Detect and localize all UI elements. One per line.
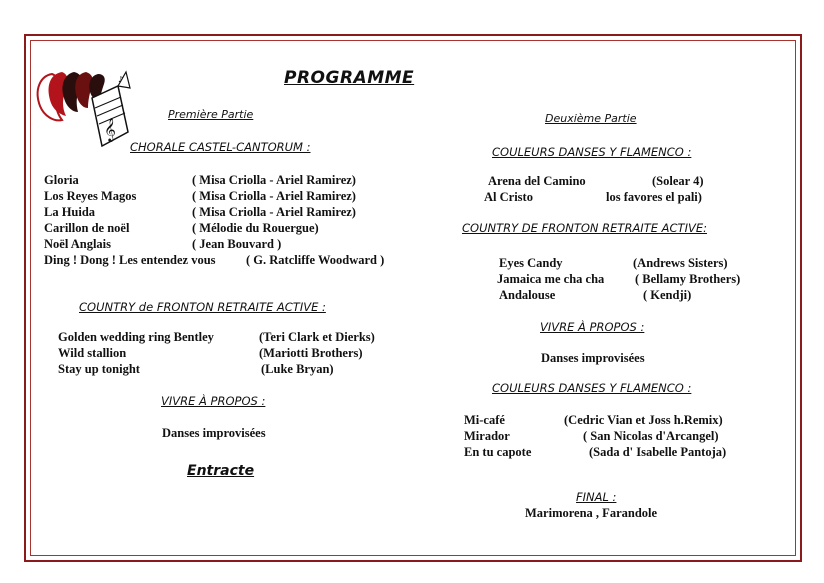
list-item-credit: (Sada d' Isabelle Pantoja) — [589, 445, 727, 459]
list-item-song: Andalouse — [499, 288, 556, 302]
list-item-credit: ( Mélodie du Rouergue) — [192, 221, 319, 235]
flamenco-heading: COULEURS DANSES Y FLAMENCO : — [492, 145, 692, 159]
list-item-song: Golden wedding ring Bentley — [58, 330, 214, 344]
list-item-credit: ( Jean Bouvard ) — [192, 237, 282, 251]
list-item-credit: ( San Nicolas d'Arcangel) — [583, 429, 719, 443]
list-item-credit: (Teri Clark et Dierks) — [259, 330, 375, 344]
list-item-song: La Huida — [44, 205, 96, 219]
final-heading: FINAL : — [576, 490, 617, 504]
list-item-credit: (Cedric Vian et Joss h.Remix) — [564, 413, 723, 427]
list-item-song: Mi-café — [464, 413, 505, 427]
list-item-credit: los favores el pali) — [606, 190, 702, 204]
list-item-credit: ( Misa Criolla - Ariel Ramirez) — [192, 173, 356, 187]
list-item-song: Wild stallion — [58, 346, 127, 360]
list-item-credit: ( Misa Criolla - Ariel Ramirez) — [192, 189, 356, 203]
part-one-heading: Première Partie — [168, 108, 254, 121]
country-heading-left: COUNTRY de FRONTON RETRAITE ACTIVE : — [79, 300, 326, 314]
svg-text:𝄞: 𝄞 — [104, 117, 116, 141]
list-item-song: Carillon de noël — [44, 221, 130, 235]
vivre-text-left: Danses improvisées — [162, 426, 266, 440]
vivre-heading-right: VIVRE À PROPOS : — [540, 320, 645, 334]
country-heading-right: COUNTRY DE FRONTON RETRAITE ACTIVE: — [462, 221, 707, 235]
entracte-heading: Entracte — [187, 463, 255, 479]
list-item-credit: (Andrews Sisters) — [633, 256, 728, 270]
list-item-credit: (Solear 4) — [652, 174, 704, 188]
choir-heading: CHORALE CASTEL-CANTORUM : — [130, 140, 311, 154]
list-item-credit: (Luke Bryan) — [261, 362, 334, 376]
list-item-credit: (Mariotti Brothers) — [259, 346, 363, 360]
flamenco2-heading: COULEURS DANSES Y FLAMENCO : — [492, 381, 692, 395]
list-item-song: En tu capote — [464, 445, 532, 459]
list-item-credit: ( Kendji) — [643, 288, 692, 302]
list-item-song: Stay up tonight — [58, 362, 140, 376]
svg-text:♪: ♪ — [118, 75, 124, 84]
list-item-credit: ( Bellamy Brothers) — [635, 272, 741, 286]
list-item-credit: ( Misa Criolla - Ariel Ramirez) — [192, 205, 356, 219]
list-item-song: Gloria — [44, 173, 79, 187]
list-item-song: Noël Anglais — [44, 237, 112, 251]
list-item-song: Mirador — [464, 429, 510, 443]
vivre-text-right: Danses improvisées — [541, 351, 645, 365]
final-text: Marimorena , Farandole — [525, 506, 658, 520]
choir-music-logo — [32, 66, 132, 156]
list-item-song: Jamaica me cha cha — [497, 272, 605, 286]
list-item-song: Al Cristo — [484, 190, 533, 204]
list-item-song: Eyes Candy — [499, 256, 563, 270]
list-item-song: Los Reyes Magos — [44, 189, 137, 203]
list-item-credit: ( G. Ratcliffe Woodward ) — [246, 253, 385, 267]
part-two-heading: Deuxième Partie — [545, 112, 637, 125]
list-item-song: Arena del Camino — [488, 174, 586, 188]
page-title: PROGRAMME — [284, 68, 415, 88]
list-item-song: Ding ! Dong ! Les entendez vous — [44, 253, 216, 267]
vivre-heading-left: VIVRE À PROPOS : — [161, 394, 266, 408]
